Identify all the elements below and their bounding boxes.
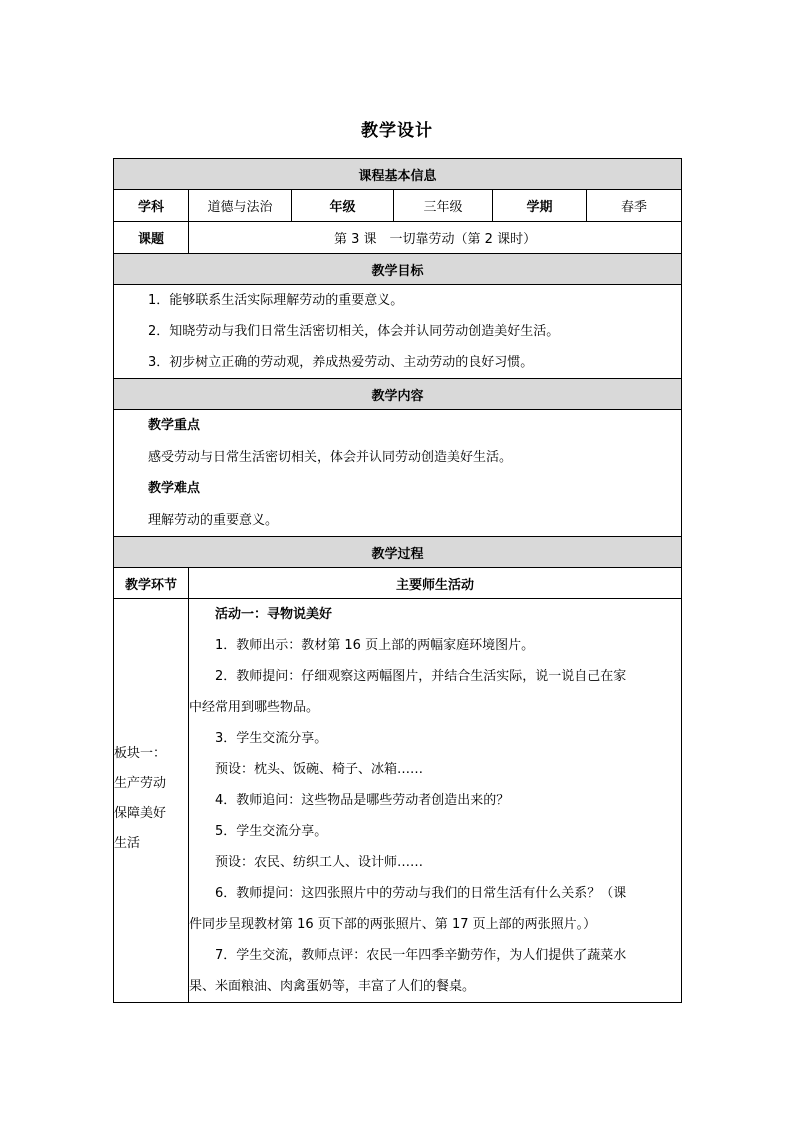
section-label-cell: [114, 599, 189, 1003]
section-label-line: 生产劳动: [114, 776, 167, 791]
activity-line: 6．教师提问：这四张照片中的劳动与我们的日常生活有什么关系？（课: [215, 886, 627, 901]
grade-label: 年级: [292, 190, 394, 222]
activity-line: 7．学生交流，教师点评：农民一年四季辛勤劳作，为人们提供了蔬菜水: [215, 948, 627, 963]
difficulty-text: 理解劳动的重要意义。: [148, 512, 279, 528]
key-point-text: 感受劳动与日常生活密切相关，体会并认同劳动创造美好生活。: [148, 449, 513, 465]
goal-item: 2．知晓劳动与我们日常生活密切相关，体会并认同劳动创造美好生活。: [148, 324, 560, 339]
goal-item: 1．能够联系生活实际理解劳动的重要意义。: [148, 293, 404, 308]
goals-header: 教学目标: [114, 254, 682, 285]
basic-info-header: 课程基本信息: [114, 159, 682, 190]
section-label-line: 保障美好: [114, 806, 167, 821]
process-col-activities: 主要师生活动: [189, 568, 682, 599]
activity-line: 4．教师追问：这些物品是哪些劳动者创造出来的？: [215, 793, 510, 808]
activity-line: 预设：枕头、饭碗、椅子、冰箱……: [215, 762, 424, 777]
section-label-line: 板块一：: [114, 746, 167, 761]
activity-title: 活动一：寻物说美好: [215, 607, 333, 622]
grade-value: 三年级: [394, 190, 493, 222]
activity-line: 5．学生交流分享。: [215, 824, 328, 839]
lesson-design-table: [113, 158, 682, 1003]
activity-line: 中经常用到哪些物品。: [189, 700, 320, 715]
topic-value: 第 3 课 一切靠劳动（第 2 课时）: [189, 222, 682, 254]
content-body: [114, 410, 682, 537]
key-point-label: 教学重点: [148, 418, 201, 433]
activity-line: 预设：农民、纺织工人、设计师……: [215, 855, 424, 870]
activity-line: 3．学生交流分享。: [215, 731, 328, 746]
subject-label: 学科: [114, 190, 189, 222]
subject-value: 道德与法治: [189, 190, 292, 222]
topic-label: 课题: [114, 222, 189, 254]
activity-line: 1．教师出示：教材第 16 页上部的两幅家庭环境图片。: [215, 638, 535, 653]
content-header: 教学内容: [114, 379, 682, 410]
term-label: 学期: [493, 190, 587, 222]
process-header: 教学过程: [114, 537, 682, 568]
process-col-stage: 教学环节: [114, 568, 189, 599]
goal-item: 3．初步树立正确的劳动观，养成热爱劳动、主动劳动的良好习惯。: [148, 355, 534, 370]
section-label-line: 生活: [114, 836, 141, 851]
activity-line: 2．教师提问：仔细观察这两幅图片，并结合生活实际，说一说自己在家: [215, 669, 627, 684]
goals-list: [114, 285, 682, 379]
page-title: 教学设计: [361, 121, 433, 141]
activity-line: 件同步呈现教材第 16 页下部的两张照片、第 17 页上部的两张照片。）: [189, 917, 597, 932]
activity-line: 果、米面粮油、肉禽蛋奶等，丰富了人们的餐桌。: [189, 979, 476, 994]
term-value: 春季: [587, 190, 682, 222]
activity-body: [189, 599, 682, 1003]
difficulty-label: 教学难点: [148, 481, 201, 496]
